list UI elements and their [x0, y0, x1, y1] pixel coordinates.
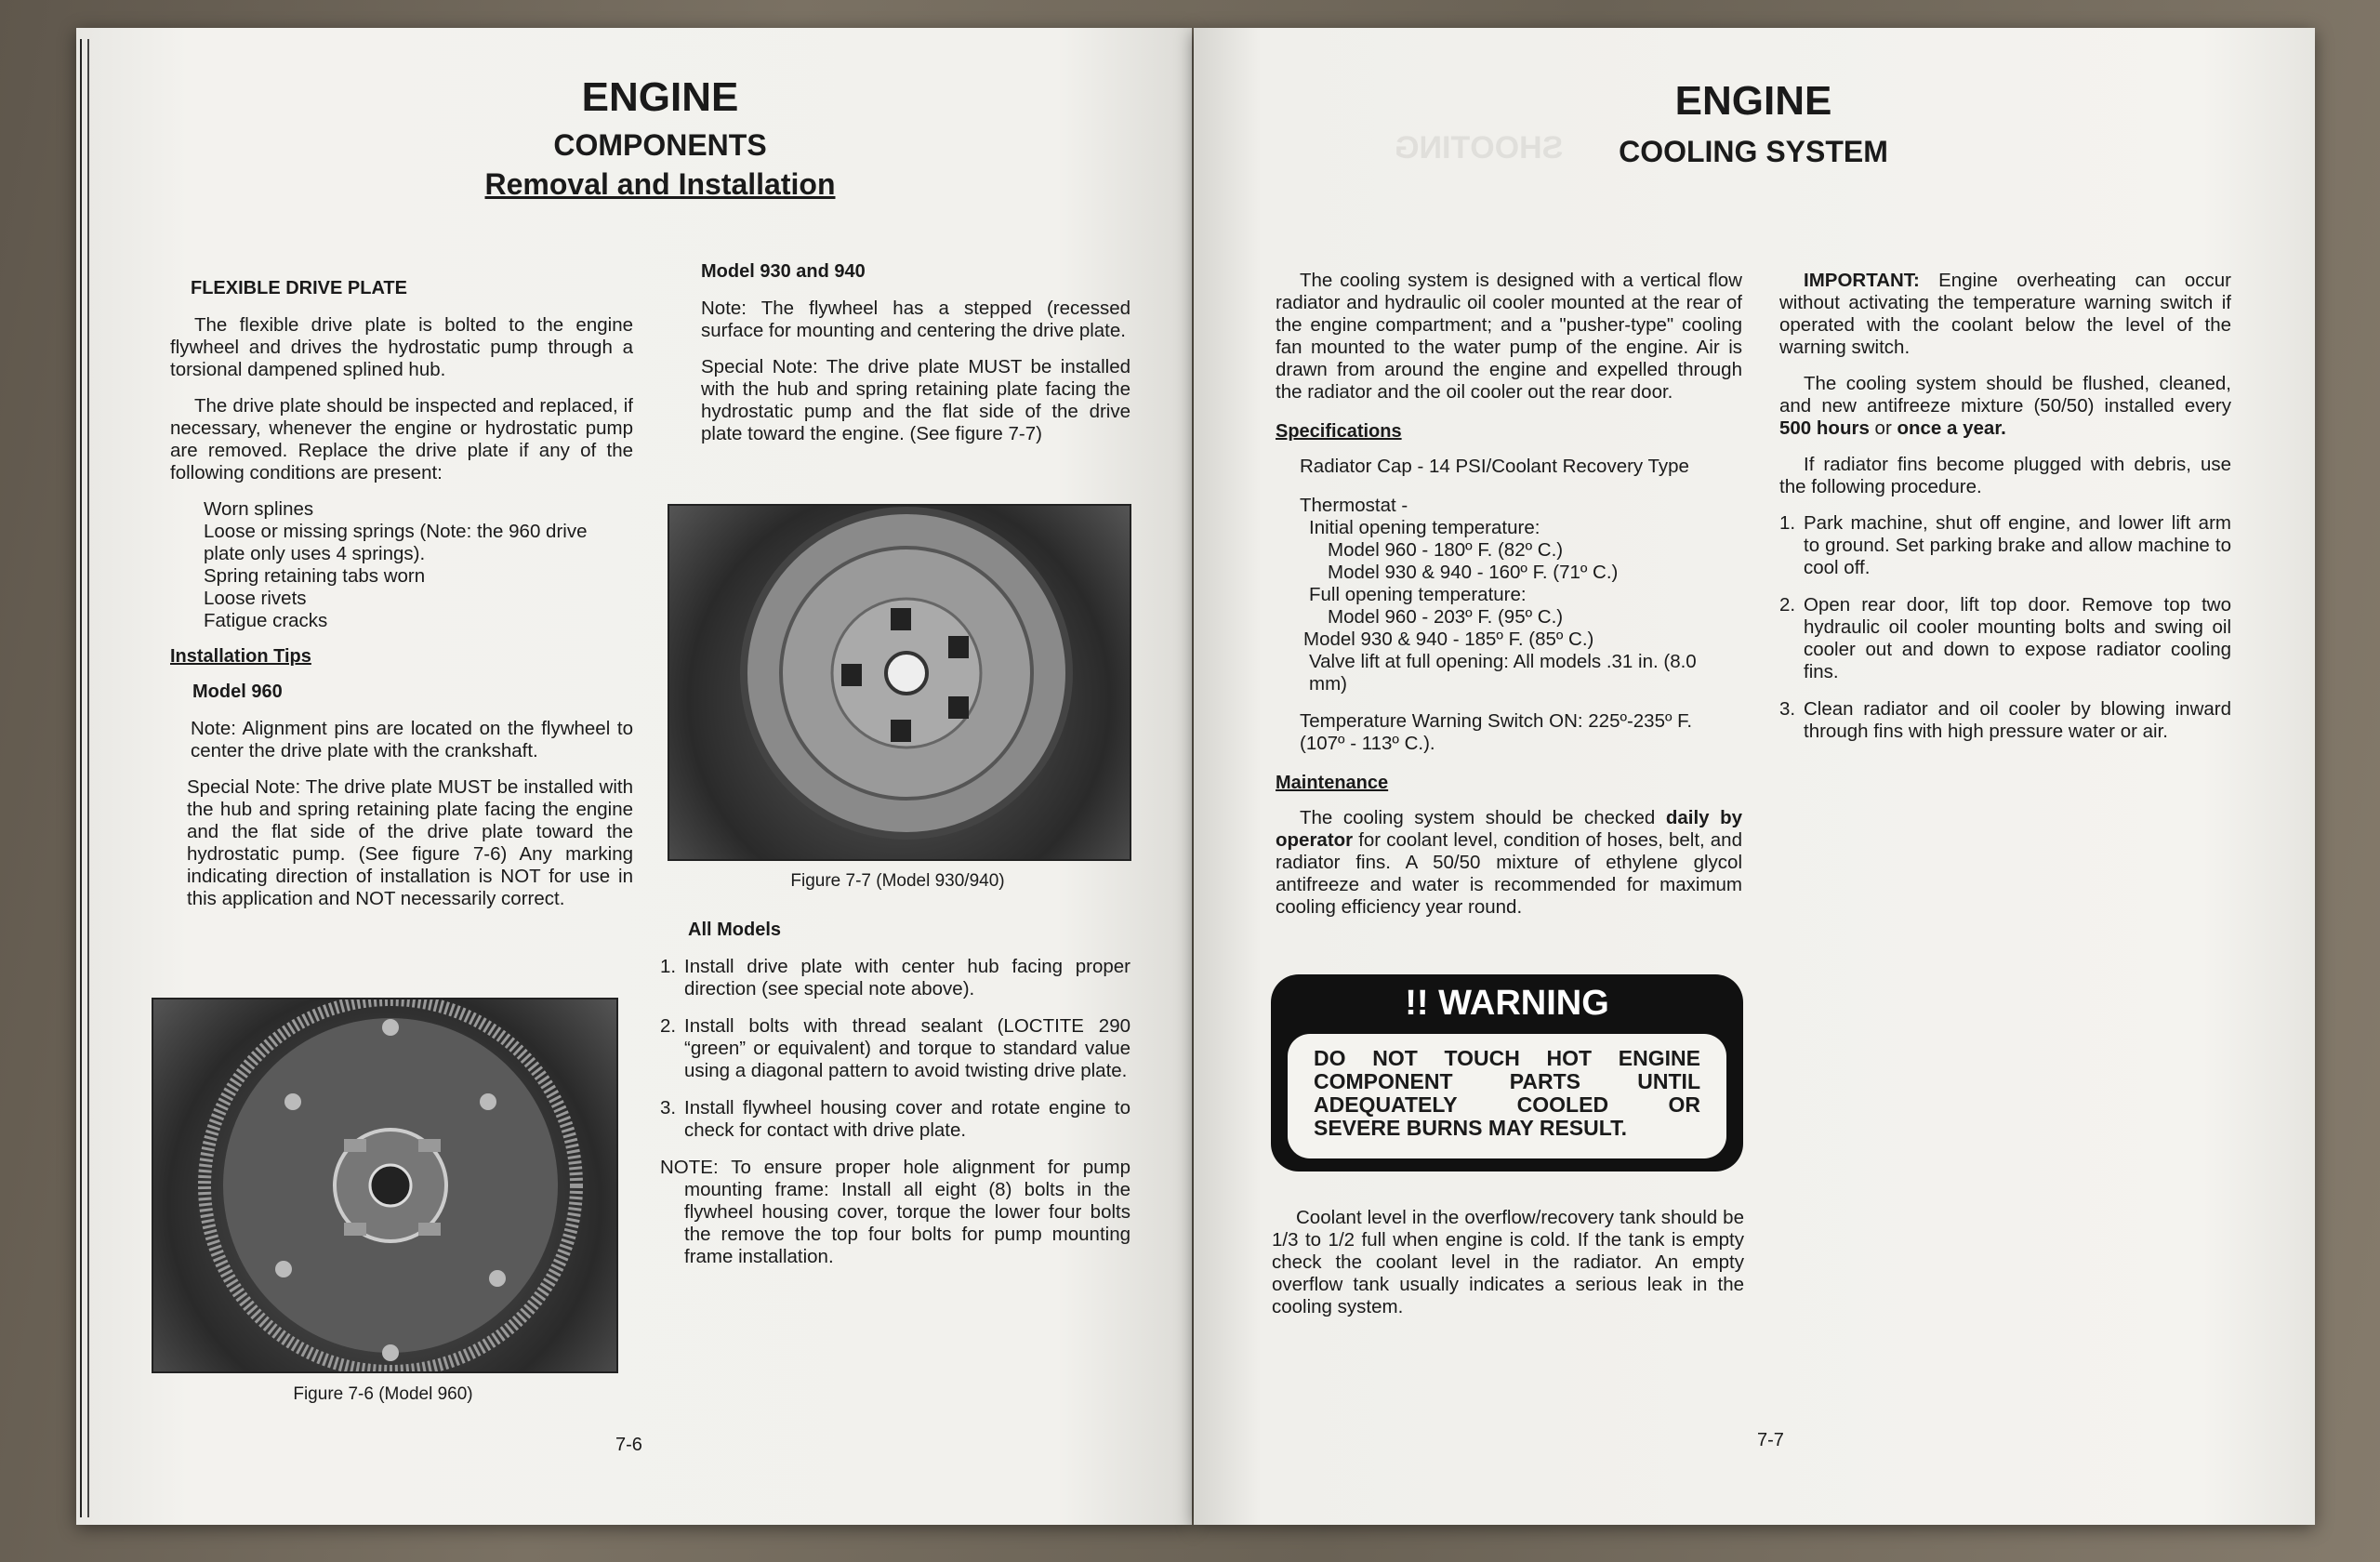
warning-line: COMPONENT PARTS UNTIL [1314, 1069, 1700, 1093]
list-item [660, 1097, 1130, 1142]
flywheel-image [669, 506, 1130, 859]
cleaning-steps [1779, 512, 2231, 743]
warning-line: SEVERE BURNS MAY RESULT. [1314, 1116, 1627, 1140]
step-text: Open rear door, lift top door. Remove top two hydraulic oil cooler mounting bolts and swing oil cooler out and down to expose radiator cooling fins. [1804, 594, 2231, 682]
left-column-1 [170, 277, 633, 924]
important-paragraph [1779, 270, 2231, 359]
all-models-section [660, 919, 1130, 1282]
step-text: Install bolts with thread sealant (LOCTITE 290 “green” or equivalent) and torque to standard value using a diagonal pattern to avoid twisting drive plate. [684, 1015, 1130, 1081]
note-paragraph: Note: The flywheel has a stepped (recessed surface for mounting and centering the drive plate. [701, 298, 1130, 341]
list-item [1779, 698, 2231, 743]
step-number: 3. [1779, 698, 1796, 720]
full-930-940-spec: Model 930 & 940 - 185º F. (85º C.) [1303, 629, 1594, 650]
bold-text: 500 hours [1779, 417, 1870, 439]
model-930-940-heading: Model 930 and 940 [701, 261, 866, 282]
bold-text: daily by operator [1276, 807, 1742, 851]
installation-steps [660, 956, 1130, 1142]
initial-960-spec: Model 960 - 180º F. (82º C.) [1328, 539, 1564, 561]
warning-switch-spec: Temperature Warning Switch ON: 225º-235º F. (107º - 113º C.). [1300, 710, 1693, 754]
initial-opening-label: Initial opening temperature: [1309, 517, 1540, 538]
special-note-paragraph: Special Note: The drive plate MUST be installed with the hub and spring retaining plate facing the hydrostatic pump and the flat side of the drive plate toward the engine. (See figure 7-7) [701, 356, 1130, 444]
warning-box [1271, 974, 1743, 1172]
maintenance-paragraph [1276, 807, 1742, 919]
list-item: Spring retaining tabs worn [204, 565, 426, 587]
page-number-right: 7-7 [1757, 1430, 1784, 1450]
note-label: NOTE: [660, 1157, 719, 1178]
text: for coolant level, condition of hoses, belt, and radiator fins. A 50/50 mixture of ethylene glycol antifreeze and water is recommended for maximum cooling efficiency year round. [1276, 829, 1742, 918]
flexible-drive-plate-heading: FLEXIBLE DRIVE PLATE [191, 278, 407, 298]
list-item: Loose or missing springs (Note: the 960 drive plate only uses 4 springs). [204, 521, 588, 564]
step-text: Install drive plate with center hub facing proper direction (see special note above). [684, 956, 1130, 999]
important-label: IMPORTANT: [1804, 270, 1920, 291]
figure-7-6-caption: Figure 7-6 (Model 960) [293, 1384, 473, 1404]
initial-930-940-spec: Model 930 & 940 - 160º F. (71º C.) [1328, 562, 1619, 583]
left-page-section-title: Removal and Installation [484, 167, 836, 201]
coolant-section [1272, 1207, 1744, 1332]
list-item [1779, 594, 2231, 683]
valve-lift-spec: Valve lift at full opening: All models .31 in. (8.0 mm) [1309, 651, 1697, 695]
list-item [660, 1015, 1130, 1082]
bold-text: once a year. [1897, 417, 2006, 439]
warning-line: DO NOT TOUCH HOT ENGINE [1314, 1046, 1700, 1070]
step-number: 1. [1779, 512, 1796, 534]
step-number: 2. [1779, 594, 1796, 616]
flush-paragraph [1779, 373, 2231, 440]
list-item [1779, 512, 2231, 579]
radiator-cap-spec: Radiator Cap - 14 PSI/Coolant Recovery Type [1300, 456, 1689, 477]
list-item: Worn splines [204, 498, 314, 520]
step-number: 1. [660, 956, 677, 977]
note-pump-frame [660, 1157, 1130, 1268]
conditions-list [204, 498, 633, 632]
list-item [660, 956, 1130, 1000]
note-text: To ensure proper hole alignment for pump mounting frame: Install all eight (8) bolts in the flywheel housing cover, torque the lower four bolts the remove the top four bolts for pump mounting frame installation. [684, 1157, 1130, 1267]
fins-intro-paragraph: If radiator fins become plugged with debris, use the following procedure. [1779, 454, 2231, 497]
left-page-title: ENGINE [581, 74, 739, 120]
installation-tips-heading: Installation Tips [170, 646, 311, 667]
page-number-left: 7-6 [615, 1435, 642, 1455]
coolant-paragraph: Coolant level in the overflow/recovery tank should be 1/3 to 1/2 full when engine is cold. If the tank is empty check the coolant level in the radiator. An empty overflow tank usually indicates a serious leak in the cooling system. [1272, 1207, 1744, 1317]
step-number: 2. [660, 1015, 677, 1037]
step-text: Install flywheel housing cover and rotate engine to check for contact with drive plate. [684, 1097, 1130, 1141]
paragraph: The flexible drive plate is bolted to the engine flywheel and drives the hydrostatic pump through a torsional dampened splined hub. [170, 314, 633, 380]
note-paragraph: Note: Alignment pins are located on the flywheel to center the drive plate with the crankshaft. [191, 718, 633, 761]
list-item: Fatigue cracks [204, 610, 328, 631]
text: Engine overheating can occur without activating the temperature warning switch if operated with the coolant below the level of the warning switch. [1779, 270, 2231, 358]
step-number: 3. [660, 1097, 677, 1119]
model-960-heading: Model 960 [192, 682, 283, 702]
thermostat-label: Thermostat - [1300, 495, 1408, 516]
figure-7-7-photo [668, 504, 1131, 861]
list-item: Loose rivets [204, 588, 307, 609]
all-models-heading: All Models [688, 920, 782, 940]
paragraph: The drive plate should be inspected and replaced, if necessary, whenever the engine or hydrostatic pump are removed. Replace the drive plate if any of the following conditions are present: [170, 395, 633, 483]
warning-line: ADEQUATELY COOLED OR [1314, 1092, 1700, 1117]
figure-7-6-photo [152, 998, 618, 1373]
right-page-subtitle: COOLING SYSTEM [1619, 135, 1888, 168]
special-note-paragraph: Special Note: The drive plate MUST be installed with the hub and spring retaining plate facing the engine and the flat side of the drive plate toward the hydrostatic pump. (See figure 7-6) Any marking indicating direction of installation is NOT for use in this application and NOT necessarily correct. [187, 776, 633, 909]
maintenance-heading: Maintenance [1276, 773, 1389, 793]
step-text: Park machine, shut off engine, and lower lift arm to ground. Set parking brake and allow machine to cool off. [1804, 512, 2231, 578]
specifications-heading: Specifications [1276, 421, 1402, 442]
left-page-subtitle: COMPONENTS [553, 128, 767, 162]
warning-message [1288, 1034, 1726, 1158]
left-column-2 [701, 260, 1130, 459]
full-960-spec: Model 960 - 203º F. (95º C.) [1328, 606, 1564, 628]
warning-title: !! WARNING [1405, 984, 1609, 1023]
text: or [1869, 417, 1897, 439]
full-opening-label: Full opening temperature: [1309, 584, 1527, 605]
figure-7-7-caption: Figure 7-7 (Model 930/940) [790, 871, 1005, 891]
right-column-1 [1276, 270, 1742, 933]
text: The cooling system should be flushed, cleaned, and new antifreeze mixture (50/50) installed every [1779, 373, 2231, 417]
flywheel-drive-plate-image [153, 999, 616, 1371]
step-text: Clean radiator and oil cooler by blowing inward through fins with high pressure water or air. [1804, 698, 2231, 742]
cooling-intro-paragraph: The cooling system is designed with a vertical flow radiator and hydraulic oil cooler mounted at the rear of the engine compartment; and a "pusher-type" cooling fan mounted to the water pump of the engine. Air is drawn from around the engine and expelled through the radiator and the oil cooler out the rear door. [1276, 270, 1742, 403]
page-stack-edge [80, 39, 89, 1517]
right-page-title: ENGINE [1674, 78, 1832, 124]
text: The cooling system should be checked [1300, 807, 1666, 828]
right-column-2 [1779, 270, 2231, 758]
